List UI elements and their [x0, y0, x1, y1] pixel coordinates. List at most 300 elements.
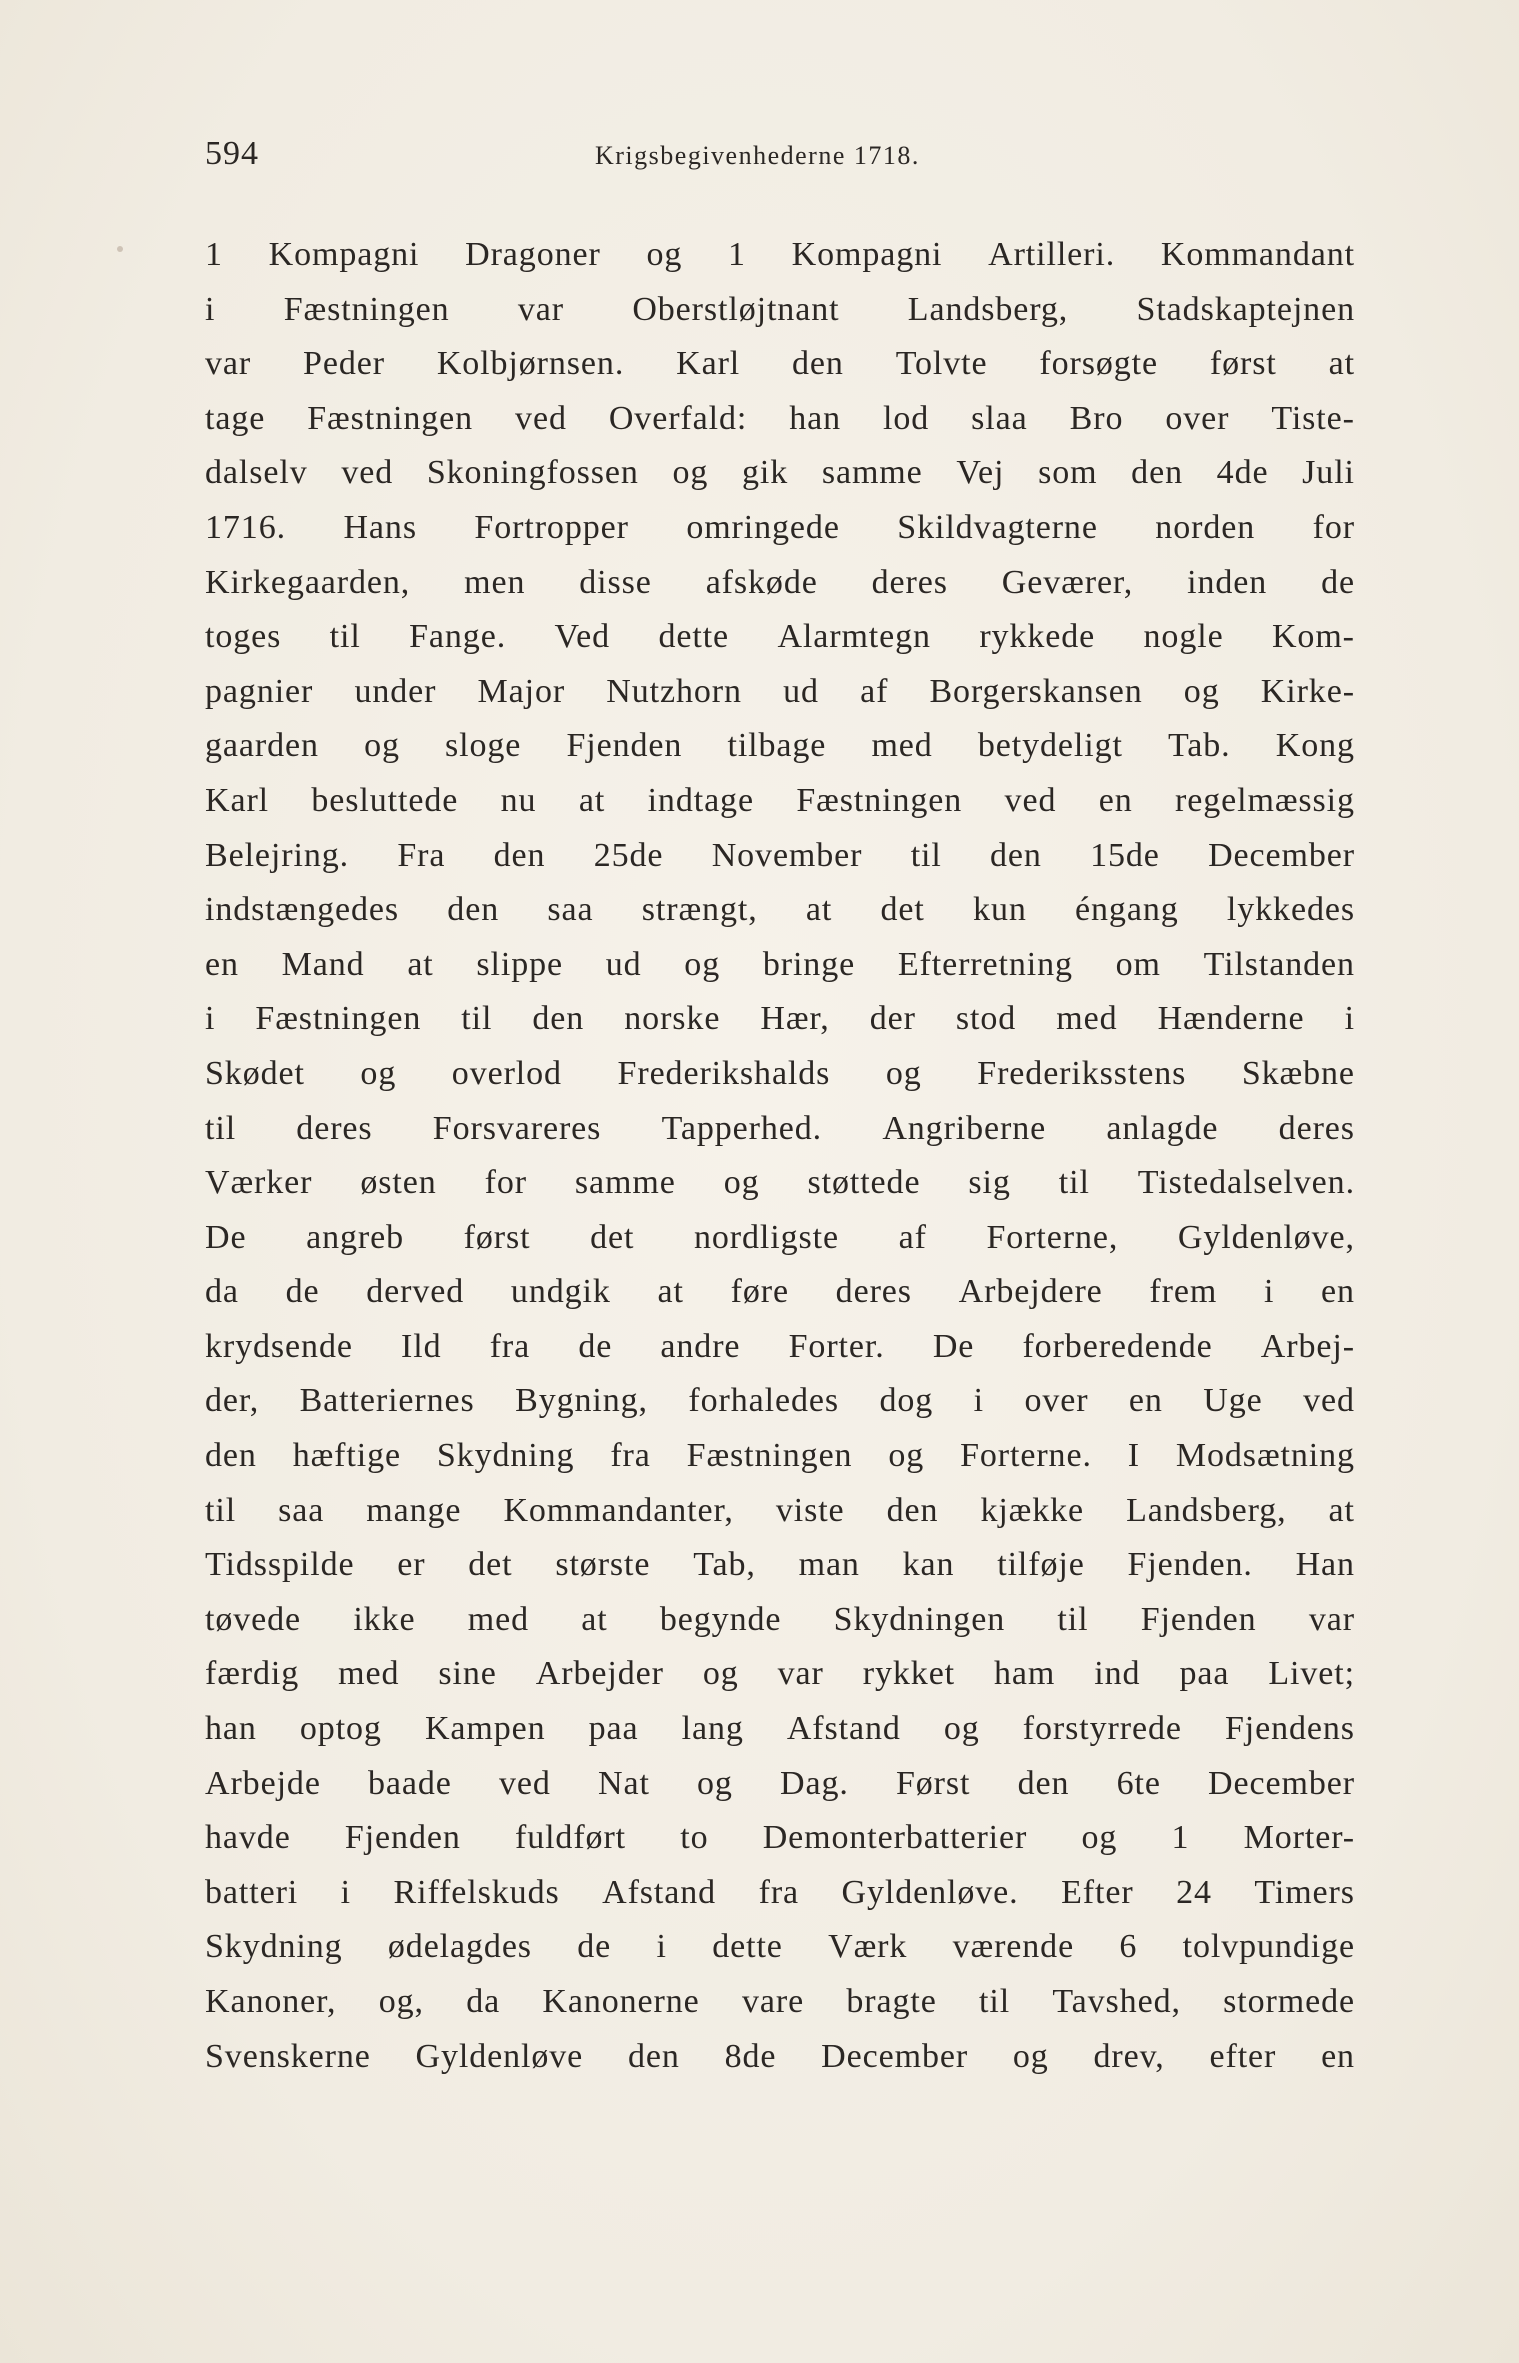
word: 1: [728, 236, 746, 273]
word: fra: [610, 1437, 651, 1475]
word: 25de: [593, 836, 664, 874]
word: med: [871, 727, 933, 765]
text-line: [205, 228, 1355, 283]
word: den: [493, 836, 546, 874]
word: overlod: [451, 1054, 562, 1092]
word: Gyldenløve.: [841, 1873, 1019, 1911]
word: forberedende: [1022, 1327, 1213, 1365]
word: Arbejde: [205, 1764, 321, 1802]
word: dette: [658, 618, 730, 656]
word: saa: [278, 1491, 325, 1529]
text-line: [205, 1320, 1355, 1375]
word: Morter-: [1243, 1819, 1355, 1857]
word: forstyrrede: [1022, 1710, 1182, 1748]
word: den: [627, 2037, 680, 2075]
word: under: [354, 672, 437, 710]
word: østen: [360, 1164, 437, 1202]
word: Juli: [1302, 454, 1355, 492]
word: Karl: [205, 781, 270, 819]
word: tilbage: [727, 727, 827, 765]
word: at: [581, 1600, 608, 1638]
word: af: [898, 1218, 927, 1256]
text-line: [205, 337, 1355, 392]
word: Frederikshalds: [617, 1054, 831, 1092]
word: at: [578, 781, 606, 819]
word: Fæstningen: [686, 1437, 853, 1475]
word: af: [860, 672, 889, 710]
word: Demonterbatterier: [762, 1819, 1028, 1857]
word: fra: [758, 1873, 800, 1911]
word: I: [1127, 1437, 1140, 1475]
word: Skydning: [205, 1928, 343, 1966]
word: værende: [952, 1928, 1075, 1966]
word: Frederiksstens: [977, 1054, 1187, 1092]
word: med: [467, 1600, 529, 1638]
word: med: [1056, 1000, 1118, 1038]
word: sloge: [445, 727, 522, 765]
word: Forterne.: [960, 1437, 1092, 1475]
word: Geværer,: [1001, 563, 1134, 601]
text-line: [205, 829, 1355, 884]
word: lod: [883, 399, 930, 437]
text-line: [205, 1429, 1355, 1484]
word: Borgerskansen: [929, 672, 1143, 710]
word: omringede: [686, 508, 840, 546]
word: Kampen: [424, 1710, 546, 1748]
word: Gyldenløve: [415, 2037, 584, 2075]
word: sine: [438, 1655, 497, 1693]
word: til: [1058, 1164, 1090, 1202]
word: Kanonerne: [542, 1983, 700, 2020]
word: ham: [994, 1655, 1056, 1693]
word: deres: [871, 563, 948, 601]
word: Nat: [598, 1764, 650, 1802]
word: færdig: [205, 1655, 300, 1693]
word: da: [466, 1983, 501, 2020]
word: det: [468, 1546, 513, 1584]
word: og: [360, 1054, 397, 1092]
word: Forsvareres: [432, 1109, 602, 1147]
word: føre: [730, 1273, 789, 1311]
word: Gyldenløve,: [1177, 1218, 1355, 1256]
word: dalselv: [205, 454, 308, 492]
word: sig: [968, 1164, 1011, 1202]
word: Kolbjørnsen.: [436, 345, 625, 383]
word: afskøde: [705, 563, 818, 601]
word: ved: [1303, 1382, 1355, 1420]
word: 24: [1176, 1873, 1212, 1911]
word: at: [1328, 345, 1355, 383]
word: er: [397, 1546, 426, 1584]
word: Stadskaptejnen: [1136, 290, 1355, 328]
word: til: [329, 618, 361, 656]
word: batteri: [205, 1873, 299, 1911]
word: samme: [574, 1164, 676, 1202]
word: og: [943, 1710, 980, 1748]
word: den: [792, 345, 844, 383]
word: tage: [205, 399, 266, 437]
word: i: [1344, 1000, 1355, 1038]
word: Tab.: [1167, 727, 1231, 765]
word: ved: [499, 1764, 551, 1802]
word: lang: [681, 1710, 744, 1748]
word: han: [205, 1710, 257, 1748]
word: og: [697, 1764, 733, 1802]
word: 1: [1171, 1819, 1190, 1857]
word: kan: [902, 1546, 955, 1584]
word: var: [205, 345, 252, 383]
word: de: [285, 1273, 320, 1311]
word: til: [205, 1491, 237, 1529]
text-line: [205, 556, 1355, 611]
word: 15de: [1090, 836, 1160, 874]
word: ødelagdes: [387, 1928, 532, 1966]
text-line: [205, 1374, 1355, 1429]
word: den: [205, 1437, 257, 1475]
word: for: [484, 1164, 527, 1202]
word: vare: [741, 1983, 805, 2020]
word: Bro: [1069, 399, 1124, 437]
word: havde: [205, 1819, 291, 1857]
word: De: [932, 1327, 975, 1365]
word: dog: [879, 1382, 934, 1420]
word: inden: [1187, 563, 1268, 601]
word: Tavshed,: [1052, 1983, 1181, 2020]
word: Svenskerne: [205, 2037, 371, 2075]
word: ud: [605, 945, 642, 983]
word: derved: [366, 1273, 465, 1311]
word: rykket: [862, 1655, 956, 1693]
word: Modsætning: [1175, 1437, 1355, 1475]
word: December: [821, 2037, 969, 2075]
word: Tiste-: [1271, 399, 1355, 437]
word: Overfald:: [608, 399, 748, 437]
word: at: [805, 891, 833, 929]
word: mange: [366, 1491, 462, 1529]
word: da: [205, 1273, 239, 1311]
word: gaarden: [205, 727, 319, 765]
word: til: [979, 1983, 1011, 2020]
word: December: [1208, 1764, 1355, 1802]
text-line: [205, 1484, 1355, 1539]
word: Peder: [303, 345, 385, 383]
word: til: [1057, 1600, 1089, 1638]
text-line: [205, 1265, 1355, 1320]
word: norden: [1155, 508, 1256, 546]
word: i: [656, 1928, 667, 1966]
word: Fæstningen: [796, 781, 963, 819]
word: nu: [500, 781, 537, 819]
word: Nutzhorn: [606, 672, 742, 710]
word: at: [657, 1273, 684, 1311]
word: dette: [712, 1928, 783, 1966]
word: forhaledes: [688, 1382, 840, 1420]
word: det: [880, 891, 925, 929]
word: i: [205, 290, 216, 328]
word: for: [1312, 508, 1355, 546]
text-line: [205, 1156, 1355, 1211]
word: 4de: [1216, 454, 1269, 492]
page-header: [205, 135, 1355, 185]
text-line: [205, 610, 1355, 665]
word: der: [869, 1000, 916, 1038]
word: støttede: [807, 1164, 921, 1202]
word: Efterretning: [897, 945, 1073, 983]
word: Livet;: [1268, 1655, 1355, 1693]
word: Vej: [956, 454, 1005, 492]
word: Fjendens: [1224, 1710, 1355, 1748]
word: Han: [1295, 1546, 1355, 1584]
word: Timers: [1254, 1873, 1355, 1911]
word: og: [364, 727, 400, 765]
word: først: [1209, 345, 1277, 383]
word: Major: [477, 672, 566, 710]
word: drev,: [1093, 2037, 1165, 2075]
word: norske: [624, 1000, 721, 1038]
word: éngang: [1075, 891, 1179, 929]
word: ikke: [353, 1600, 416, 1638]
word: Arbejder: [535, 1655, 664, 1693]
word: Først: [895, 1764, 971, 1802]
word: men: [464, 563, 526, 601]
text-line: [205, 1593, 1355, 1648]
word: de: [578, 1327, 613, 1365]
word: en: [1128, 1382, 1163, 1420]
word: ved: [341, 454, 394, 492]
word: i: [205, 1000, 216, 1038]
word: to: [680, 1819, 709, 1857]
text-line: [205, 1975, 1355, 2030]
word: efter: [1209, 2037, 1277, 2075]
running-title: Krigsbegivenhederne 1718.: [595, 141, 920, 170]
word: Batteriernes: [299, 1382, 475, 1420]
word: undgik: [510, 1273, 611, 1311]
word: og: [723, 1164, 760, 1202]
text-line: [205, 1102, 1355, 1157]
word: ved: [515, 399, 567, 437]
word: Fortropper: [474, 508, 629, 546]
word: Fra: [397, 836, 446, 874]
text-line: [205, 1757, 1355, 1812]
word: Hans: [343, 508, 417, 546]
word: Skødet: [205, 1054, 305, 1092]
word: Mand: [281, 945, 365, 983]
word: Kommandant: [1160, 236, 1355, 273]
word: fuldført: [514, 1819, 627, 1857]
word: saa: [547, 891, 594, 929]
word: strængt,: [641, 891, 758, 929]
word: indstængedes: [205, 891, 400, 929]
word: nordligste: [694, 1218, 839, 1256]
word: stormede: [1223, 1983, 1355, 2020]
text-line: [205, 1702, 1355, 1757]
text-line: [205, 883, 1355, 938]
word: den: [447, 891, 500, 929]
word: til: [461, 1000, 493, 1038]
word: tilføje: [997, 1546, 1085, 1584]
word: Kirkegaarden,: [205, 563, 411, 601]
word: deres: [1278, 1109, 1355, 1147]
word: 6: [1119, 1928, 1138, 1966]
word: som: [1038, 454, 1098, 492]
text-line: [205, 719, 1355, 774]
word: og: [885, 1054, 922, 1092]
word: og: [702, 1655, 739, 1693]
word: 6te: [1116, 1764, 1161, 1802]
word: gik: [741, 454, 789, 492]
word: den: [1131, 454, 1183, 492]
word: Landsberg,: [907, 290, 1069, 328]
word: November: [711, 836, 863, 874]
word: 8de: [724, 2037, 777, 2075]
word: med: [338, 1655, 400, 1693]
text-line: [205, 1647, 1355, 1702]
word: toges: [205, 618, 282, 656]
word: ved: [1004, 781, 1057, 819]
word: betydeligt: [977, 727, 1123, 765]
word: Skæbne: [1241, 1054, 1355, 1092]
word: en: [205, 945, 239, 983]
margin-mark: [117, 246, 123, 252]
word: Kong: [1275, 727, 1355, 765]
word: var: [777, 1655, 824, 1693]
word: Tilstanden: [1203, 945, 1355, 983]
word: 1: [205, 236, 223, 273]
word: Fæstningen: [283, 290, 450, 328]
word: disse: [579, 563, 652, 601]
word: til: [910, 836, 942, 874]
word: Belejring.: [205, 836, 350, 874]
word: Forterne,: [986, 1218, 1119, 1256]
word: optog: [299, 1710, 382, 1748]
word: over: [1165, 399, 1230, 437]
word: og: [646, 236, 683, 273]
word: Ved: [554, 618, 611, 656]
word: han: [789, 399, 842, 437]
word: Tab,: [693, 1546, 756, 1584]
word: i: [340, 1873, 352, 1911]
word: Fæstningen: [255, 1000, 422, 1038]
word: 1716.: [205, 508, 286, 546]
text-line: [205, 774, 1355, 829]
word: Tidsspilde: [205, 1546, 355, 1584]
word: Afstand: [602, 1873, 717, 1911]
word: en: [1321, 2037, 1355, 2075]
word: stod: [955, 1000, 1017, 1038]
word: Fæstningen: [307, 399, 474, 437]
word: at: [1328, 1491, 1355, 1529]
word: ind: [1094, 1655, 1141, 1693]
word: Dag.: [780, 1764, 849, 1802]
word: Arbej-: [1260, 1327, 1355, 1365]
word: Artilleri.: [988, 236, 1116, 273]
word: Arbejdere: [958, 1273, 1103, 1311]
text-line: [205, 1811, 1355, 1866]
word: Bygning,: [515, 1382, 648, 1420]
word: paa: [588, 1710, 639, 1748]
word: det: [590, 1218, 635, 1256]
word: rykkede: [979, 618, 1096, 656]
word: kjække: [980, 1491, 1085, 1529]
word: og: [1183, 672, 1220, 710]
word: Angriberne: [882, 1109, 1047, 1147]
word: Fange.: [409, 618, 507, 656]
word: Kommandanter,: [503, 1491, 734, 1529]
word: den: [532, 1000, 585, 1038]
word: var: [1308, 1600, 1355, 1638]
word: slippe: [476, 945, 564, 983]
word: Fjenden: [566, 727, 683, 765]
word: angreb: [306, 1218, 404, 1256]
word: pagnier: [205, 672, 314, 710]
word: Tolvte: [895, 345, 988, 383]
word: Efter: [1061, 1873, 1134, 1911]
word: Kirke-: [1260, 672, 1355, 710]
word: og: [1012, 2037, 1049, 2075]
word: samme: [821, 454, 923, 492]
text-line: [205, 501, 1355, 556]
word: den: [886, 1491, 939, 1529]
word: Afstand: [786, 1710, 901, 1748]
word: tøvede: [205, 1600, 302, 1638]
word: var: [517, 290, 564, 328]
word: Uge: [1203, 1382, 1263, 1420]
word: først: [463, 1218, 531, 1256]
word: paa: [1179, 1655, 1230, 1693]
word: indtage: [647, 781, 754, 819]
word: fra: [489, 1327, 531, 1365]
word: Tistedalselven.: [1137, 1164, 1355, 1202]
word: Værk: [828, 1928, 908, 1966]
word: Tapperhed.: [661, 1109, 823, 1147]
word: deres: [835, 1273, 912, 1311]
word: forsøgte: [1039, 345, 1159, 383]
word: over: [1024, 1382, 1089, 1420]
word: bragte: [846, 1983, 937, 2020]
text-line: [205, 665, 1355, 720]
text-line: [205, 1538, 1355, 1593]
text-line: [205, 1866, 1355, 1921]
word: krydsende: [205, 1327, 353, 1365]
word: Oberstløjtnant: [632, 290, 840, 328]
text-line: [205, 446, 1355, 501]
word: baade: [368, 1764, 452, 1802]
word: Fjenden.: [1127, 1546, 1253, 1584]
body-text: [205, 228, 1355, 2084]
text-line: [205, 283, 1355, 338]
word: i: [1263, 1273, 1275, 1311]
word: og: [672, 454, 709, 492]
word: Hær,: [760, 1000, 830, 1038]
word: Skydningen: [833, 1600, 1006, 1638]
word: den: [990, 836, 1042, 874]
word: største: [555, 1546, 651, 1584]
text-line: [205, 1920, 1355, 1975]
word: nogle: [1143, 618, 1224, 656]
word: deres: [296, 1109, 373, 1147]
word: begynde: [659, 1600, 782, 1638]
word: Karl: [676, 345, 741, 383]
word: December: [1208, 836, 1355, 874]
word: den: [1017, 1764, 1070, 1802]
word: lykkedes: [1226, 891, 1355, 929]
word: og: [888, 1437, 925, 1475]
text-line: [205, 1211, 1355, 1266]
word: Riffelskuds: [393, 1873, 560, 1911]
word: og: [684, 945, 721, 983]
word: Hænderne: [1157, 1000, 1305, 1038]
word: en: [1098, 781, 1133, 819]
